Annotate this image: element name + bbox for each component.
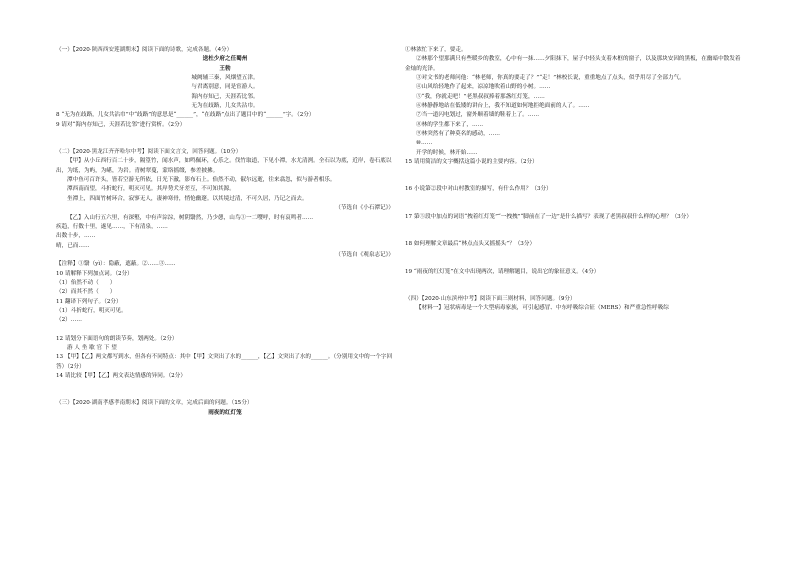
story-paragraph: ⑤“我，你就走吧！”老黑叔叔捧着那盏红灯笼，…… — [416, 93, 545, 100]
story-paragraph: ⑥林静静地站在低矮的讲台上，我不知道如何地拒绝面前的人了。…… — [416, 103, 590, 110]
poem-line: 与君离别意，同是宦游人。 — [191, 84, 259, 91]
section-1-header: （一）【2020·陕西西安莲湖期末】阅读下面的诗歌，完成各题。（4分） — [56, 47, 233, 53]
passage-yi-3: 出数十步，…… — [56, 233, 96, 240]
annotation-notes: 【注释】①翳（yì）：隐蔽，遮蔽。②……③…… — [56, 261, 176, 268]
story-paragraph: ⑨林突然有了种莫名的感动，…… — [416, 131, 500, 138]
question-11-1: （1）斗折蛇行，明灭可见。 — [56, 307, 127, 314]
question-12-text: 游 人 坐 歇 官 下 望 — [67, 344, 117, 351]
passage-jia-4: 坐潭上，四面竹树环合，寂寥无人，凄神寒骨，悄怆幽邃。以其境过清，不可久居，乃记之而去。 — [67, 195, 308, 202]
story-paragraph: ⑧林的学生都下来了，…… — [416, 121, 484, 128]
poem-title: 送杜少府之任蜀州 — [202, 56, 248, 63]
question-11: 11 翻译下列句子。（2分） — [56, 298, 122, 305]
poem-line: 城阙辅三秦，风烟望五津。 — [191, 75, 259, 82]
question-15: 15 请用简洁的文字概括这篇小说的主要内容。（2分） — [405, 159, 538, 166]
question-11-2: （2）…… — [56, 317, 82, 324]
material-1: 【材料一】冠状病毒是一个大型病毒家族，可引起感冒、中东呼吸综合征（MERS）和严重急性呼吸综 — [416, 305, 669, 312]
question-10-2: （2）而其不然（ ） — [56, 289, 116, 296]
story-paragraph: ②林那个望那满只有些暖乡的教室，心中有一抹……夕阳抹下，屋子中轻头支着木框的窗子，以及那块安因的黑板，在幽暗中散发着金灿的光泽。 — [405, 56, 741, 72]
poem-line: 海内存知己，天涯若比邻。 — [191, 93, 259, 100]
passage-yi-source: （节选自《观泉志记》） — [335, 251, 394, 258]
passage-yi-2: 疾趋，行数十里，遂见……，下有清泉，…… — [56, 223, 168, 230]
passage-jia-source: （节选自《小石潭记》） — [335, 205, 394, 212]
question-18: 18 如何理解文章最后“林点点头又摇摇头”？（3分） — [405, 241, 536, 248]
section-3-title: 雨夜的红灯笼 — [208, 409, 242, 416]
question-17: 17 第⑤段中加点的词语“拽着红灯笼”“一拽拽”“脚前在了一边”是什么描写？表现了老黑叔叔什么样的心理？（3分） — [405, 213, 692, 220]
passage-yi-4: 晴，已而…… — [56, 242, 90, 249]
section-3-header: （三）【2020·湖南孝感孝南期末】阅读下面的文章，完成后面的问题。（15分） — [56, 400, 253, 407]
question-10: 10 请解释下列加点词。（2分） — [56, 270, 133, 277]
poem-author: 王勃 — [219, 65, 231, 72]
story-paragraph: ④山风给轻地作了起来，凉凉地吹着山野的小树。…… — [416, 84, 551, 91]
passage-yi-1: 【乙】入山行五六里，有深壑，中有声淙淙，树阴翳然，乃少憩，山鸟①一二嘤呼，时有哀鸣者…… — [67, 214, 314, 221]
question-16: 16 小说第②段中对山村教室的描写，有什么作用？（3分） — [405, 186, 552, 193]
section-4-header: （四）【2020·山东滨州中考】阅读下面三则材料，回答问题。（9分） — [405, 295, 576, 302]
question-10-1: （1）佁然不动（ ） — [56, 279, 116, 286]
question-8: 8 “无为在歧路，儿女共沾巾”中“歧路”的意思是“______”，“在歧路”点出了题目中的“______”字。（2分） — [56, 112, 315, 119]
right-column — [405, 46, 745, 314]
left-column — [56, 46, 394, 418]
story-paragraph: ⑦当一道闪电划过，窗外顺着墙的鞋着上了。…… — [416, 112, 540, 119]
question-12: 12 请划分下面语句的朗读节奏，划两处。（2分） — [56, 335, 178, 342]
story-paragraph: ③对文书的老师问他：“林老师，你真的要走了？”“走！”林校长说，重重地点了点头，似乎用尽了全部力气。 — [416, 75, 685, 82]
story-paragraph: ⑩…… — [416, 140, 433, 147]
question-14: 14 请比较【甲】【乙】两文表达情感的异同。（2分） — [56, 373, 186, 379]
passage-jia-2: 潭中鱼可百许头，皆若空游无所依，日光下澈，影布石上。佁然不动，俶尔远逝，往来翕忽，似与游者相乐。 — [67, 177, 336, 184]
passage-jia-3: 潭西南而望，斗折蛇行，明灭可见。其岸势犬牙差互，不可知其源。 — [67, 186, 235, 193]
question-9: 9 请对“海内存知己，天涯若比邻”进行赏析。（2分） — [56, 121, 186, 128]
poem-line: 无为在歧路，儿女共沾巾。 — [191, 103, 259, 110]
story-paragraph: ①林浓忙下来了，要走。 — [405, 47, 467, 53]
story-paragraph: 开学的时候，林开始…… — [416, 149, 478, 156]
passage-jia-1: 【甲】从小丘西行百二十步，隔篁竹，闻水声，如鸣佩环，心乐之。伐竹取道，下见小潭，水尤清洌。全石以为底，近岸，卷石底以出，为坻，为屿，为嵁，为岩。青树翠蔓，蒙络摇缀，参差披拂。 — [56, 158, 392, 174]
section-2-header: （二）【2020·黑龙江齐齐哈尔中考】阅读下面文言文，回答问题。（10分） — [56, 149, 242, 156]
question-13: 13 【甲】【乙】两文都写到水，但各有不同特点：其中【甲】文突出了水的______，【乙】文突出了水的______。（分别用文中的一个字回答）（2分） — [56, 354, 393, 370]
question-19: 19 “雨夜的红灯笼”在文中出现两次，请理解题目，说出它的象征意义。（4分） — [405, 268, 600, 275]
